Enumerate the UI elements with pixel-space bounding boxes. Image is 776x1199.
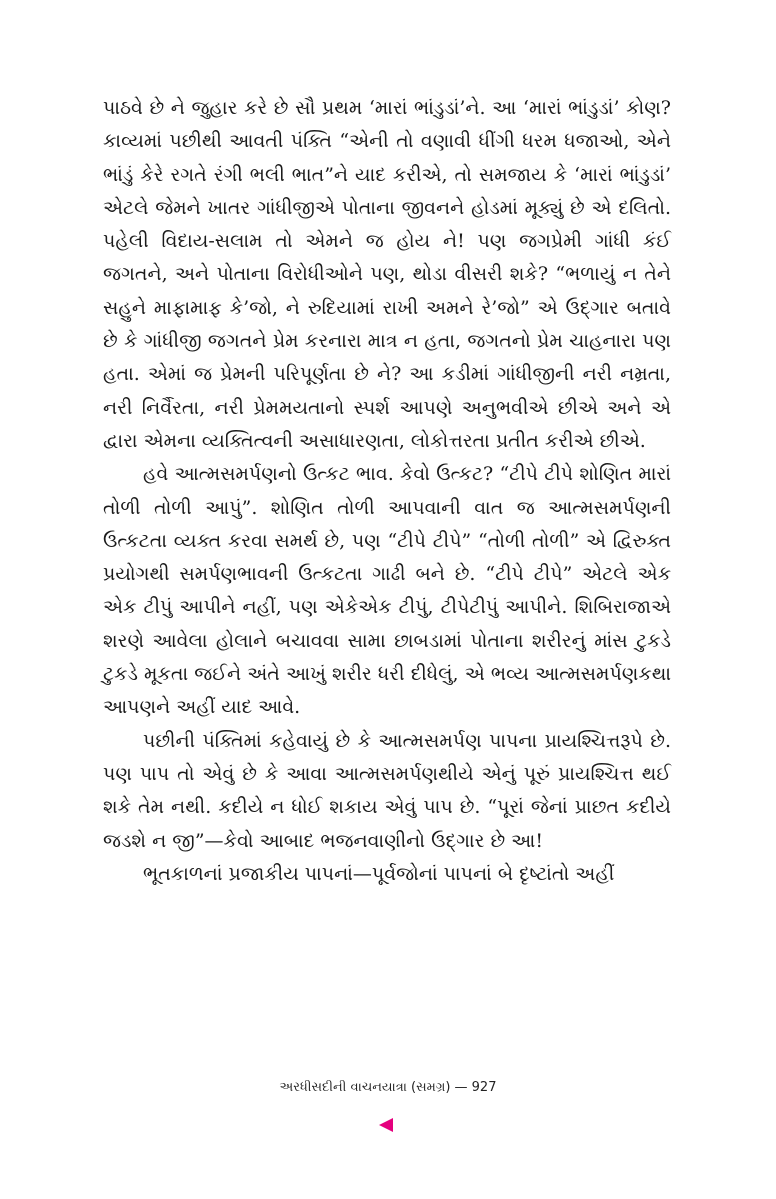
page-body-text [103,92,671,891]
page-footer: અરધીસદીની વાચનયાત્રા (સમગ્ર) — 927 [279,1080,497,1095]
paragraph-3: પછીની પંક્તિમાં કહેવાયું છે કે આત્મસમર્પણ પાપના પ્રાયશ્ચિત્તરૂપે છે. પણ પાપ તો એવું છે કે આવા આત્મસમર્પણથીયે એનું પૂરું પ્રાયશ્ચિત્ત થઈ શકે તેમ નથી. કદીયે ન ધોઈ શકાય એવું પાપ છે. “પૂરાં જેનાં પ્રાછત કદીયે જડશે ન જી”—કેવો આબાદ ભજનવાણીનો ઉદ્ગાર છે આ! [103,729,671,852]
paragraph-4: ભૂતકાળનાં પ્રજાકીય પાપનાં—પૂર્વજોનાં પાપનાં બે દૃષ્ટાંતો અહીં [143,862,615,885]
paragraph-2: હવે આત્મસમર્પણનો ઉત્કટ ભાવ. કેવો ઉત્કટ? “ટીપે ટીપે શોણિત મારાં તોળી તોળી આપું”. શોણિત તોળી આપવાની વાત જ આત્મસમર્પણની ઉત્કટતા વ્યક્ત કરવા સમર્થ છે, પણ “ટીપે ટીપે” “તોળી તોળી” એ દ્વિરુક્ત પ્રયોગથી સમર્પણભાવની ઉત્કટતા ગાઢી બને છે. “ટીપે ટીપે” એટલે એક એક ટીપું આપીને નહીં, પણ એકેએક ટીપું, ટીપેટીપું આપીને. શિબિરાજાએ શરણે આવેલા હોલાને બચાવવા સામા છાબડામાં પોતાના શરીરનું માંસ ટુકડે ટુકડે મૂકતા જઈને અંતે આખું શરીર ધરી દીધેલું, એ ભવ્ય આત્મસમર્પણકથા આપણને અહીં યાદ આવે. [103,463,671,719]
paragraph-1: પાઠવે છે ને જુહાર કરે છે સૌ પ્રથમ ‘મારાં ભાંડુડાં’ને. આ ‘મારાં ભાંડુડાં’ કોણ? કાવ્યમાં પછીથી આવતી પંક્તિ “એની તો વણાવી ધીંગી ધરમ ધજાઓ, એને ભાંડું કેરે રગતે રંગી ભલી ભાત”ને યાદ કરીએ, તો સમજાય કે ‘મારાં ભાંડુડાં’ એટલે જેમને ખાતર ગાંધીજીએ પોતાના જીવનને હોડમાં મૂક્યું છે એ દલિતો. પહેલી વિદાય-સલામ તો એમને જ હોય ને! પણ જગપ્રેમી ગાંધી કંઈ જગતને, અને પોતાના વિરોધીઓને પણ, થોડા વીસરી શકે? “ભળાયું ન તેને સહુને માફામાફ કે’જો, ને રુદિયામાં રાખી અમને રે’જો” એ ઉદ્ગાર બતાવે છે કે ગાંધીજી જગતને પ્રેમ કરનારા માત્ર ન હતા, જગતનો પ્રેમ ચાહનારા પણ હતા. એમાં જ પ્રેમની પરિપૂર્ણતા છે ને? આ કડીમાં ગાંધીજીની નરી નમ્રતા, નરી નિર્વૈરતા, નરી પ્રેમમયતાનો સ્પર્શ આપણે અનુભવીએ છીએ અને એ દ્વારા એમના વ્યક્તિત્વની અસાધારણતા, લોકોત્તરતા પ્રતીત કરીએ છીએ. [103,97,671,452]
previous-page-left-triangle-icon[interactable] [379,1118,393,1132]
